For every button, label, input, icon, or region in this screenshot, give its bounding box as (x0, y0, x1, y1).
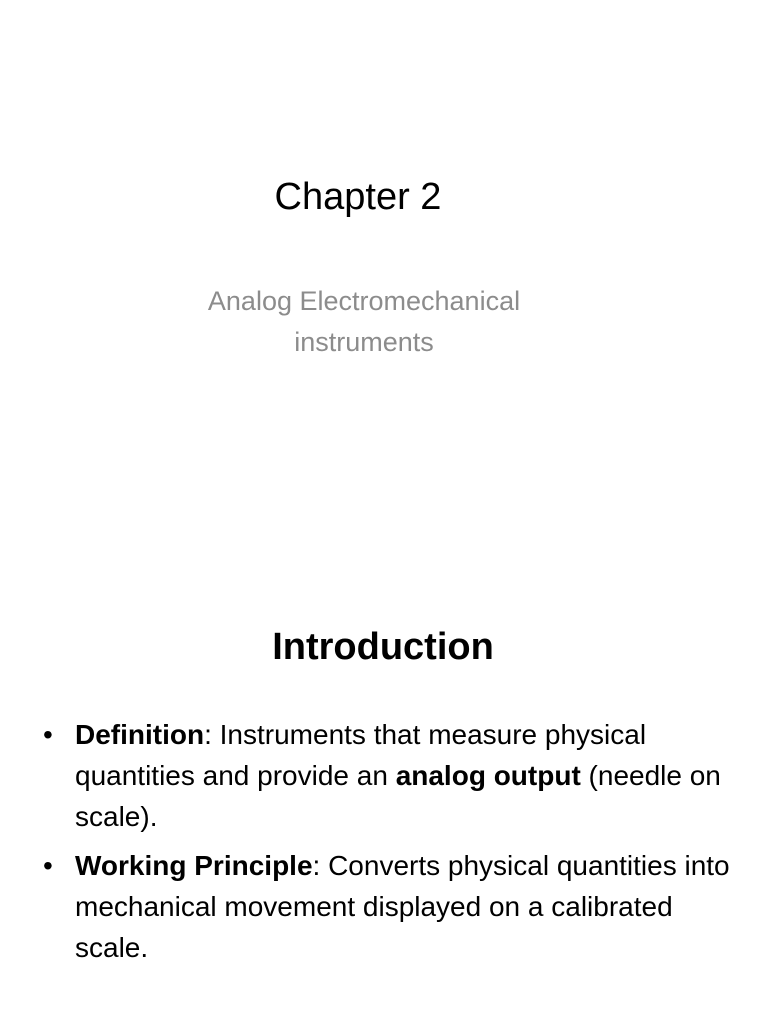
bullet-dot-icon: • (43, 850, 53, 881)
bullet-emphasis: analog output (395, 760, 581, 791)
chapter-subtitle (0, 281, 728, 363)
intro-heading: Introduction (272, 626, 494, 668)
bullet-definition (40, 714, 730, 837)
subtitle-line-1: Analog Electromechanical (207, 286, 521, 316)
bullet-text: : Instruments that measure physical quantities and provide an (75, 719, 647, 791)
bullet-text: : Converts physical quantities into mechanical movement displayed on a calibrated scale. (75, 850, 730, 963)
subtitle-line-2: instruments (294, 327, 434, 357)
bullet-dot-icon: • (43, 719, 53, 750)
bullet-text-end: (needle on scale). (75, 760, 721, 832)
chapter-title: Chapter 2 (274, 176, 442, 218)
slide-introduction (0, 576, 768, 1024)
bullet-term: Working Principle (75, 850, 313, 881)
bullet-list (40, 714, 730, 976)
bullet-working-principle (40, 845, 730, 968)
bullet-term: Definition (75, 719, 205, 750)
